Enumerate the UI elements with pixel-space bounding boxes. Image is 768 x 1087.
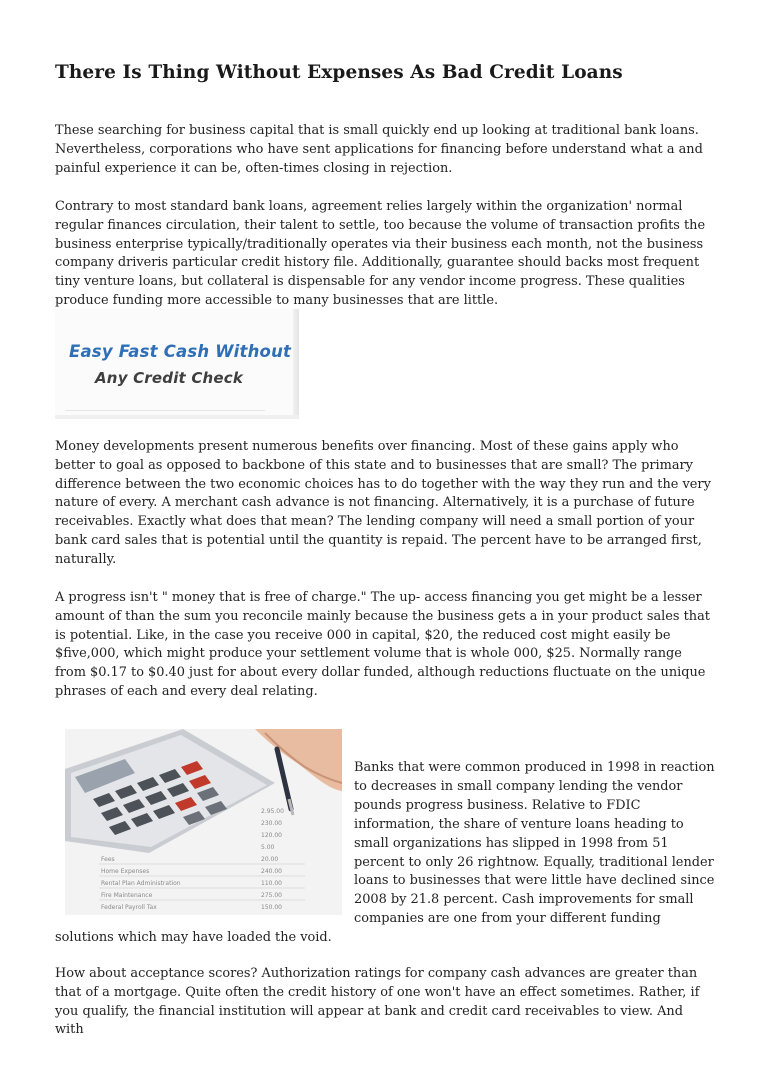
paragraph-5-continued: solutions which may have loaded the void. [55, 930, 332, 945]
form-line-3: Rental Plan Administration [101, 880, 181, 887]
form-number-6: 240.00 [261, 868, 282, 875]
calculator-and-pen-illustration [65, 729, 342, 915]
paragraph-3: Money developments present numerous benefits over financing. Most of these gains apply who better to goal as opposed to backbone of this state and to businesses that are small? The primary difference between the two economic choices has to do together with the way they run and the very nature of every. A merchant cash advance is not financing. Alternatively, it is a purchase of future receivables. Exactly what does that mean? The lending company will need a small portion of your bank card sales that is potential until the quantity is repaid. The percent have to be arranged first, naturally. [55, 439, 711, 567]
form-line-4: Fire Maintenance [101, 892, 153, 899]
logo-underline [65, 410, 265, 411]
form-number-4: 5.00 [261, 844, 275, 851]
form-line-1: Fees [101, 856, 115, 863]
paragraph-4: A progress isn't " money that is free of charge." The up- access financing you get might be a lesser amount of than the sum you reconcile mainly because the business gets a in your product sales that is potential. Like, in the case you receive 000 in capital, $20, the reduced cost might easily be $five,000, which might produce your settlement volume that is whole 000, $25. Normally range from $0.17 to $0.40 just for about every dollar funded, although reductions fluctuate on the unique phrases of each and every deal relating. [55, 590, 710, 699]
paragraph-2: Contrary to most standard bank loans, agreement relies largely within the organization' normal regular finances circulation, their talent to settle, too because the volume of transaction profits the business enterprise typically/traditionally operates via their business each month, not the business company driveris particular credit history file. Additionally, guarantee should backs most frequent tiny venture loans, but collateral is dispensable for any vendor income progress. These qualities produce funding more accessible to many businesses that are little. [55, 199, 706, 308]
form-number-9: 150.00 [261, 904, 282, 911]
image-bottom-shade [55, 415, 299, 419]
paragraph-6: How about acceptance scores? Authorization ratings for company cash advances are greater than that of a mortgage. Quite often the credit history of one won't have an effect sometimes. Rather, if you qualify, the financial institution will appear at bank and credit card receivables to view. And with [55, 966, 700, 1038]
logo-line-2: Any Credit Check [95, 369, 244, 387]
form-number-1: 2.95.00 [261, 808, 284, 815]
form-number-7: 110.00 [261, 880, 282, 887]
form-number-5: 20.00 [261, 856, 279, 863]
logo-line-1: Easy Fast Cash Without [69, 342, 292, 361]
photo-side-text [354, 759, 719, 929]
calculator-photo [65, 729, 342, 915]
form-line-2: Home Expenses [101, 868, 150, 875]
document-title: There Is Thing Without Expenses As Bad Credit Loans [55, 62, 623, 83]
easy-fast-cash-logo-image [55, 309, 299, 419]
paragraph-5: Banks that were common produced in 1998 in reaction to decreases in small company lending the vendor pounds progress business. Relative to FDIC information, the share of venture loans heading to small organizations has slipped in 1998 from 51 percent to only 26 rightnow. Equally, traditional lender loans to businesses that were little have declined since 2008 by 21.8 percent. Cash improvements for small companies are one from your different funding [354, 760, 715, 927]
form-number-2: 230.00 [261, 820, 282, 827]
form-number-8: 275.00 [261, 892, 282, 899]
form-line-5: Federal Payroll Tax [101, 904, 157, 911]
image-edge [293, 309, 299, 419]
paragraph-1: These searching for business capital that is small quickly end up looking at traditional bank loans. Nevertheless, corporations who have sent applications for financing before understand what a and painful experience it can be, often-times closing in rejection. [55, 123, 703, 176]
form-number-3: 120.00 [261, 832, 282, 839]
